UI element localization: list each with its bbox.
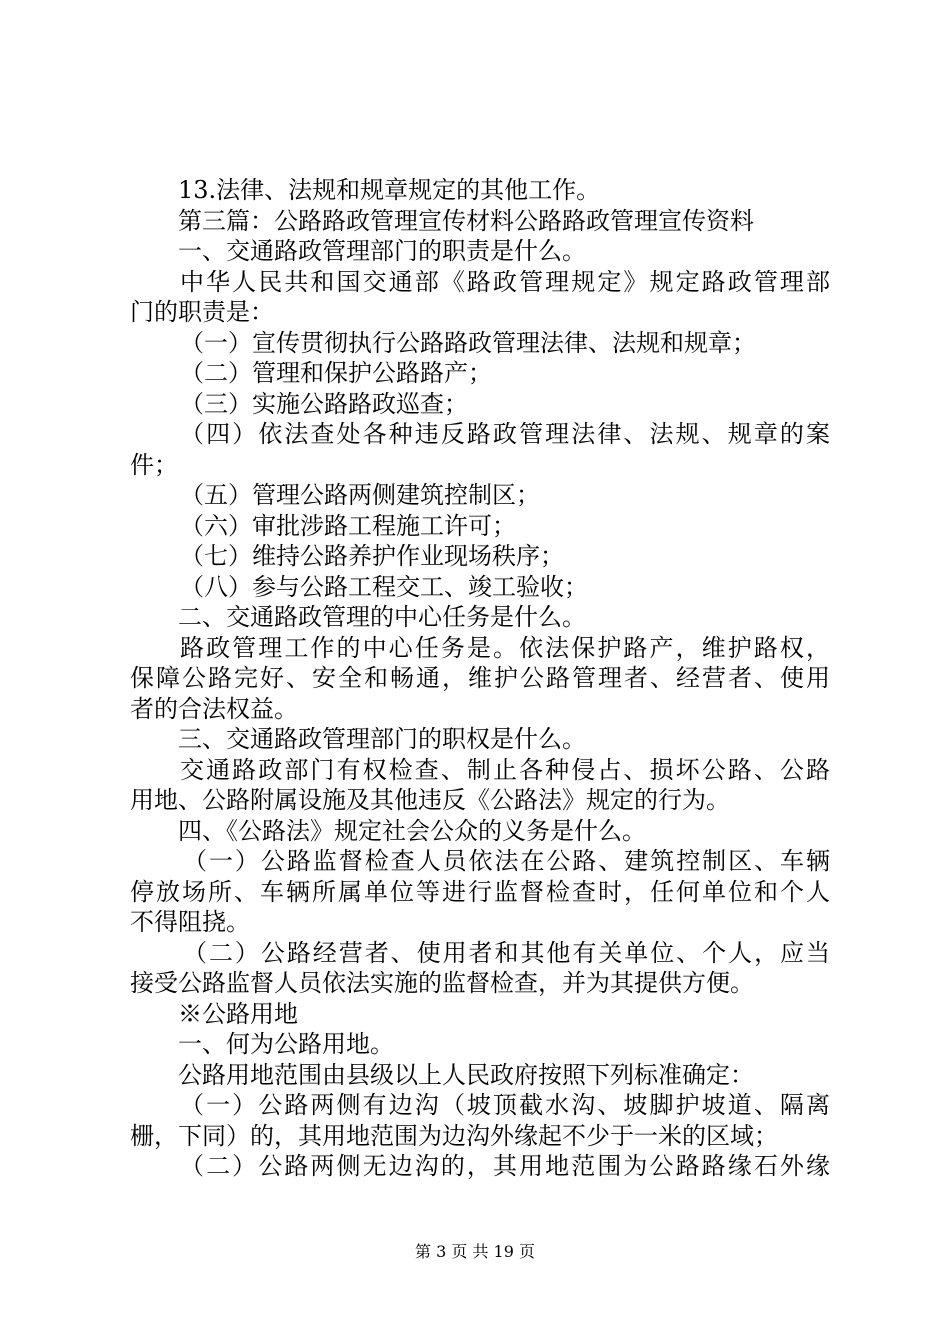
- list-item: （四）依法查处各种违反路政管理法律、法规、规章的案: [180, 420, 830, 448]
- chapter-title: 第三篇：公路路政管理宣传材料公路路政管理宣传资料: [178, 206, 754, 235]
- text-line: 用地、公路附属设施及其他违反《公路法》规定的行为。: [130, 786, 730, 814]
- list-item: （一）公路两侧有边沟（坡顶截水沟、坡脚护坡道、隔离: [180, 1091, 830, 1119]
- text-line: 停放场所、车辆所属单位等进行监督检查时，任何单位和个人: [130, 877, 830, 906]
- text-line: 保障公路完好、安全和畅通，维护公路管理者、经营者、使用: [130, 664, 830, 692]
- page-number: 第 3 页 共 19 页: [415, 1242, 535, 1261]
- text-line: 交通路政部门有权检查、制止各种侵占、损坏公路、公路: [180, 755, 830, 784]
- text-line: 路政管理工作的中心任务是。依法保护路产，维护路权，: [180, 633, 830, 662]
- list-item: （二）管理和保护公路路产；: [180, 359, 492, 387]
- section-heading: 三、交通路政管理部门的职权是什么。: [178, 725, 586, 753]
- list-item: （二）公路经营者、使用者和其他有关单位、个人，应当: [183, 938, 830, 967]
- text-line: 13.法律、法规和规章规定的其他工作。: [178, 176, 601, 204]
- text-line: 件；: [130, 450, 178, 479]
- text-line: 接受公路监督人员依法实施的监督检查，并为其提供方便。: [130, 969, 754, 997]
- list-item: （八）参与公路工程交工、竣工验收；: [180, 572, 588, 601]
- list-item: （一）宣传贯彻执行公路路政管理法律、法规和规章；: [180, 328, 756, 357]
- section-heading: 四、《公路法》规定社会公众的义务是什么。: [178, 816, 646, 845]
- text-line: 中华人民共和国交通部《路政管理规定》规定路政管理部: [180, 267, 830, 296]
- list-item: （五）管理公路两侧建筑控制区；: [180, 481, 540, 509]
- section-heading: 二、交通路政管理的中心任务是什么。: [178, 603, 586, 631]
- list-item: （七）维持公路养护作业现场秩序；: [180, 542, 564, 570]
- section-heading: 一、何为公路用地。: [178, 1030, 394, 1058]
- list-item: （三）实施公路路政巡查；: [180, 389, 468, 418]
- text-line: 不得阻挠。: [130, 908, 250, 936]
- section-heading: ※公路用地: [178, 999, 298, 1028]
- document-body: [130, 175, 830, 1182]
- list-item: （一）公路监督检查人员依法在公路、建筑控制区、车辆: [183, 847, 830, 875]
- text-line: 门的职责是：: [130, 298, 274, 326]
- text-line: 栅，下同）的，其用地范围为边沟外缘起不少于一米的区域；: [130, 1121, 778, 1150]
- list-item: （二）公路两侧无边沟的，其用地范围为公路路缘石外缘: [180, 1152, 830, 1180]
- section-heading: 一、交通路政管理部门的职责是什么。: [178, 237, 586, 265]
- list-item: （六）审批涉路工程施工许可；: [180, 511, 516, 540]
- text-line: 者的合法权益。: [130, 694, 298, 723]
- text-line: 公路用地范围由县级以上人民政府按照下列标准确定：: [178, 1060, 754, 1089]
